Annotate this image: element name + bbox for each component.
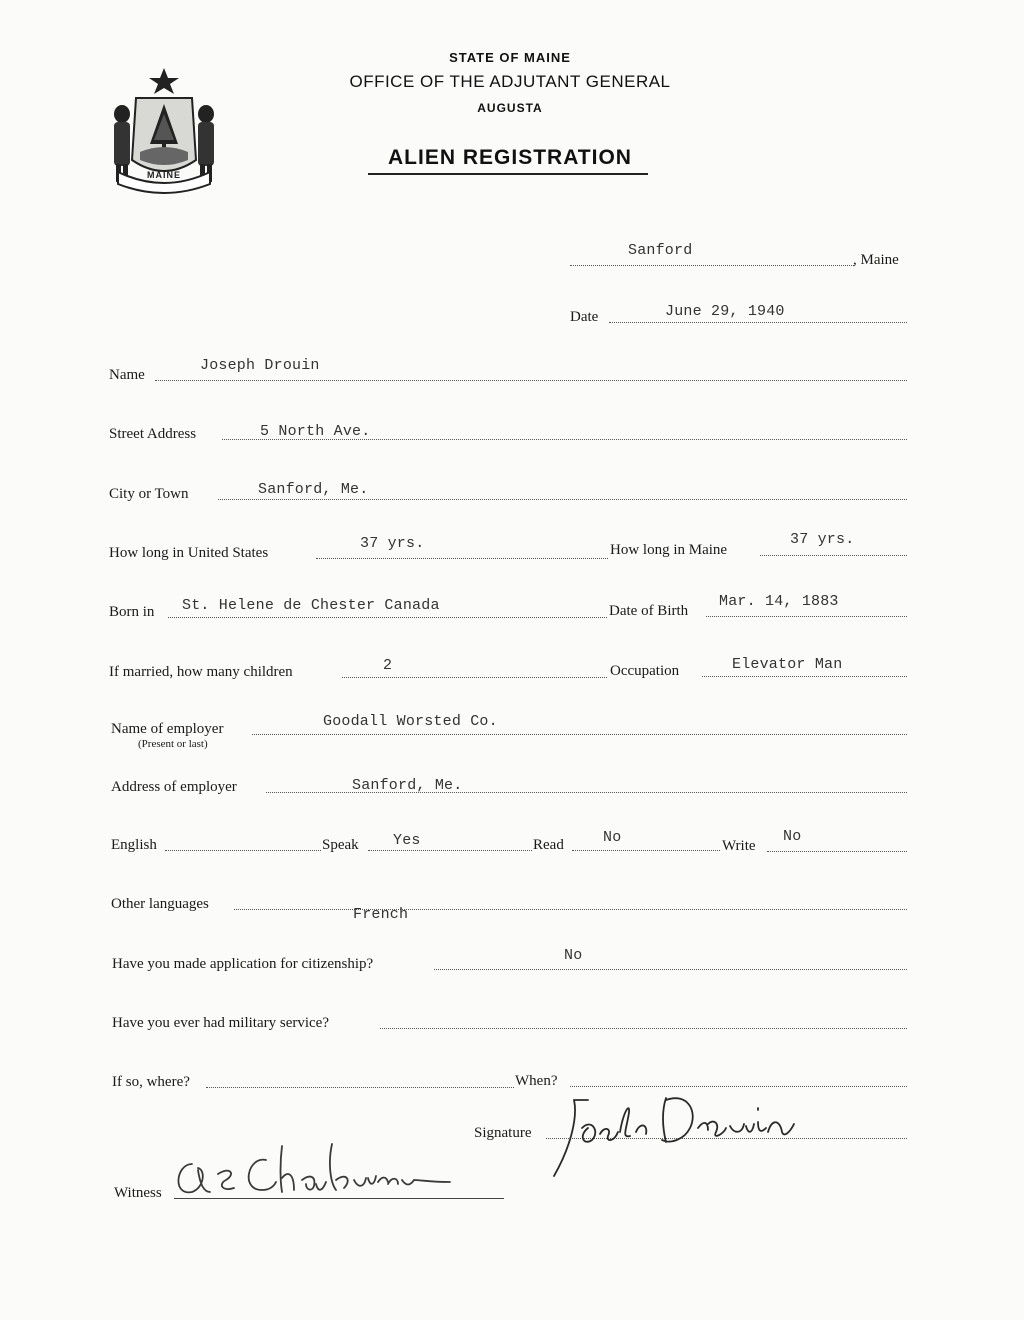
place-line [570, 265, 854, 266]
dob-value: Mar. 14, 1883 [719, 593, 839, 610]
born-in-value: St. Helene de Chester Canada [182, 597, 440, 614]
us-duration-value: 37 yrs. [360, 535, 425, 552]
citizenship-value: No [564, 947, 583, 964]
seal-banner-text: MAINE [147, 170, 181, 180]
date-value: June 29, 1940 [665, 303, 785, 320]
us-duration-line [316, 558, 608, 559]
signature-label: Signature [474, 1125, 532, 1141]
city-label: City or Town [109, 486, 189, 502]
date-label: Date [570, 309, 599, 325]
employer-sublabel: (Present or last) [138, 738, 208, 750]
name-label: Name [109, 367, 145, 383]
page-title: ALIEN REGISTRATION [388, 146, 632, 169]
maine-duration-value: 37 yrs. [790, 531, 855, 548]
place-suffix: , Maine [853, 252, 899, 268]
write-line [767, 851, 907, 852]
english-label: English [111, 837, 157, 853]
children-value: 2 [383, 657, 393, 674]
write-label: Write [722, 838, 756, 854]
handwritten-signature [548, 1088, 828, 1184]
write-value: No [783, 828, 802, 845]
citizenship-label: Have you made application for citizenship? [112, 956, 374, 972]
employer-value: Goodall Worsted Co. [323, 713, 498, 730]
dob-line [706, 616, 907, 617]
witness-label: Witness [114, 1185, 162, 1201]
occupation-value: Elevator Man [732, 656, 843, 673]
maine-duration-line [760, 555, 907, 556]
employer-address-value: Sanford, Me. [352, 777, 463, 794]
header-city: AUGUSTA [477, 101, 543, 115]
employer-address-label: Address of employer [111, 779, 237, 795]
speak-label: Speak [322, 837, 359, 853]
other-languages-label: Other languages [111, 896, 209, 912]
date-line [609, 322, 907, 323]
us-duration-label: How long in United States [109, 545, 269, 561]
citizenship-line [434, 969, 907, 970]
speak-line [368, 850, 532, 851]
read-label: Read [533, 837, 564, 853]
occupation-line [702, 676, 907, 677]
witness-handwritten-signature [170, 1140, 490, 1204]
dob-label: Date of Birth [609, 603, 689, 619]
name-value: Joseph Drouin [200, 357, 320, 374]
place-value: Sanford [628, 242, 693, 259]
occupation-label: Occupation [610, 663, 680, 679]
born-in-line [168, 617, 607, 618]
military-label: Have you ever had military service? [112, 1015, 329, 1031]
when-label: When? [515, 1073, 558, 1089]
title-underline [368, 173, 648, 175]
read-line [572, 850, 720, 851]
maine-duration-label: How long in Maine [610, 542, 728, 558]
header-office: OFFICE OF THE ADJUTANT GENERAL [349, 72, 671, 91]
children-label: If married, how many children [109, 664, 293, 680]
header-state: STATE OF MAINE [449, 50, 571, 65]
street-label: Street Address [109, 426, 197, 442]
other-languages-line [234, 909, 907, 910]
where-label: If so, where? [112, 1074, 190, 1090]
street-value: 5 North Ave. [260, 423, 371, 440]
speak-value: Yes [393, 832, 421, 849]
read-value: No [603, 829, 622, 846]
born-in-label: Born in [109, 604, 155, 620]
english-line [165, 850, 321, 851]
where-line [206, 1087, 514, 1088]
city-value: Sanford, Me. [258, 481, 369, 498]
other-languages-value: French [353, 906, 409, 923]
name-line [155, 380, 907, 381]
military-line [380, 1028, 907, 1029]
employer-line [252, 734, 907, 735]
children-line [342, 677, 607, 678]
employer-label: Name of employer [111, 721, 224, 737]
when-line [570, 1086, 907, 1087]
city-line [218, 499, 907, 500]
